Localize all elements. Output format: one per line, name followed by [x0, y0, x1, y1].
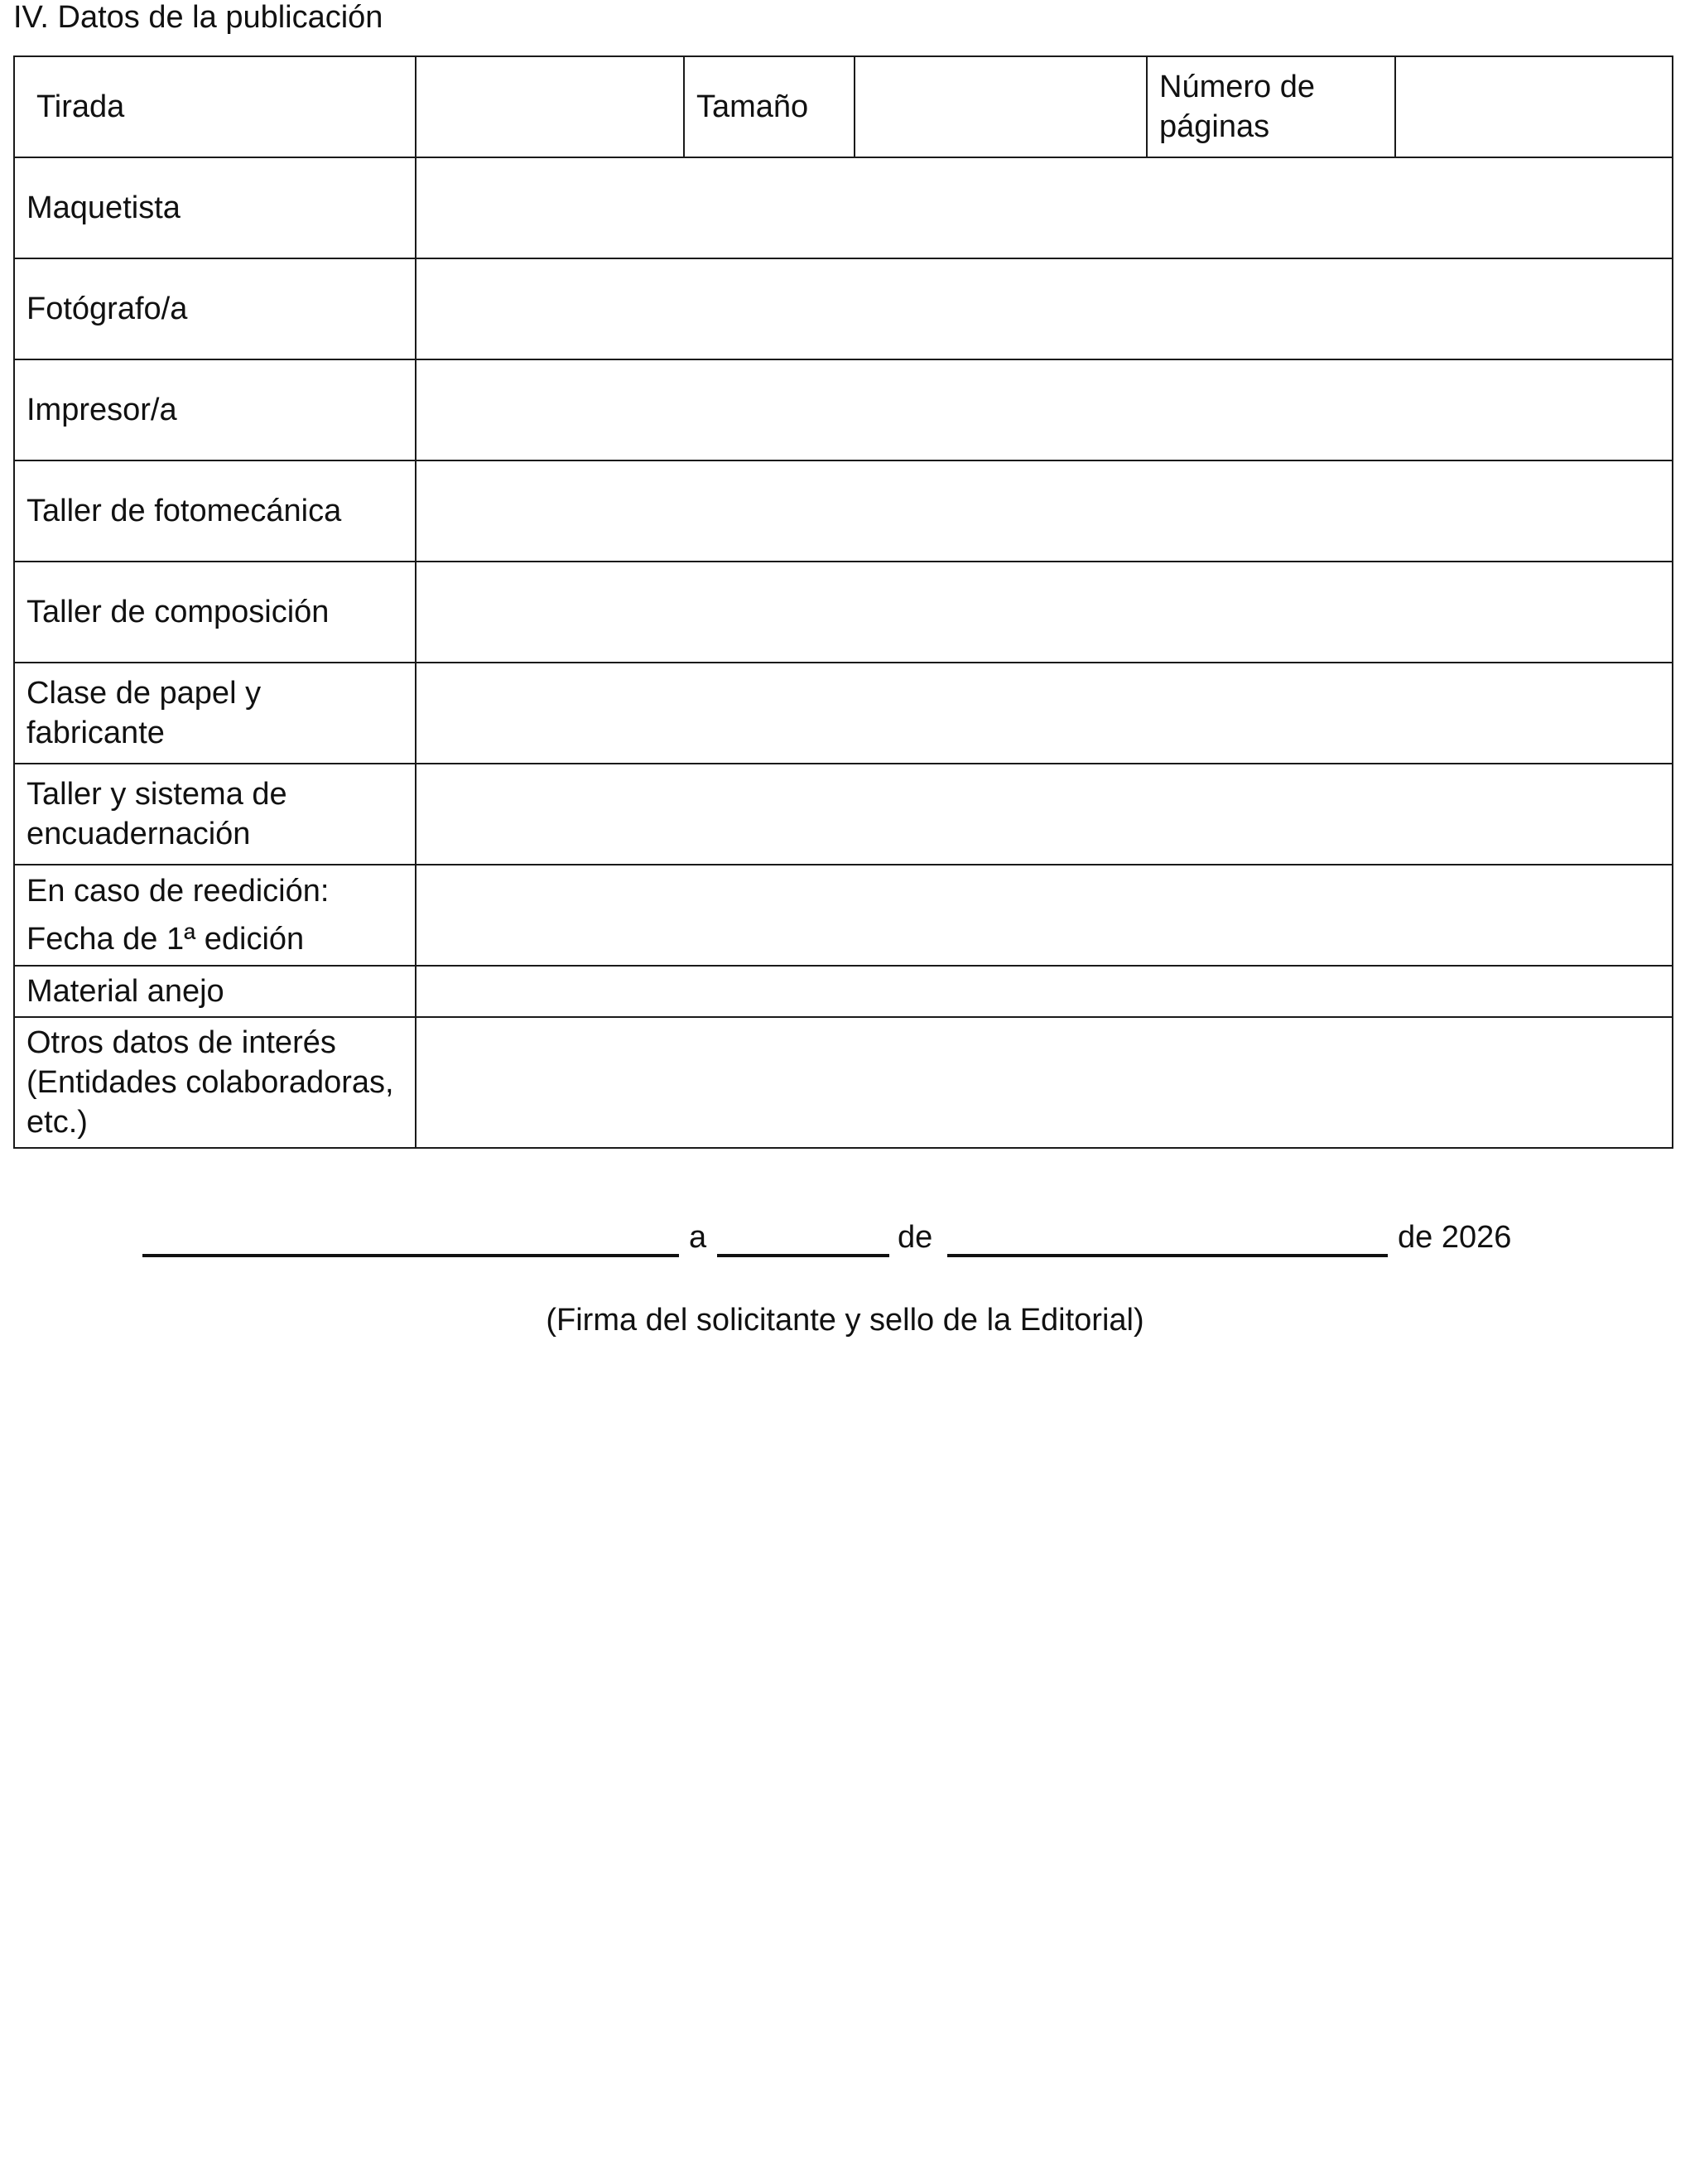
encuadernacion-field-cell [416, 764, 1673, 865]
composicion-label: Taller de composición [14, 562, 416, 663]
table-row [14, 966, 1673, 1017]
table-row [14, 157, 1673, 258]
table-row [14, 1017, 1673, 1148]
maquetista-field[interactable] [421, 190, 1667, 225]
year-text: de 2026 [1398, 1220, 1512, 1255]
tamano-field[interactable] [860, 89, 1141, 124]
tirada-field[interactable] [421, 89, 678, 124]
paginas-field-cell [1395, 56, 1673, 157]
reedicion-label [14, 865, 416, 966]
fotografo-field-cell [416, 258, 1673, 359]
word-de: de [898, 1220, 933, 1255]
encuadernacion-label: Taller y sistema de encuadernación [14, 764, 416, 865]
reedicion-label-line2: Fecha de 1ª edición [26, 922, 305, 957]
section-title: IV. Datos de la publicación [13, 0, 383, 35]
table-row [14, 562, 1673, 663]
otros-datos-field[interactable] [421, 1065, 1667, 1100]
table-row [14, 663, 1673, 764]
word-a: a [689, 1220, 707, 1255]
month-field[interactable] [947, 1217, 1388, 1257]
table-row [14, 865, 1673, 966]
fotomecanica-label: Taller de fotomecánica [14, 460, 416, 562]
tirada-field-cell [416, 56, 684, 157]
tamano-label: Tamaño [684, 56, 855, 157]
fotografo-label: Fotógrafo/a [14, 258, 416, 359]
signature-caption: (Firma del solicitante y sello de la Editorial) [546, 1303, 1144, 1338]
reedicion-field[interactable] [421, 898, 1667, 933]
papel-field-cell [416, 663, 1673, 764]
paginas-field[interactable] [1401, 89, 1667, 124]
reedicion-field-cell [416, 865, 1673, 966]
maquetista-field-cell [416, 157, 1673, 258]
encuadernacion-field[interactable] [421, 797, 1667, 832]
table-row [14, 359, 1673, 460]
reedicion-label-line1: En caso de reedición: [26, 874, 330, 909]
impresor-field-cell [416, 359, 1673, 460]
table-row [14, 460, 1673, 562]
tirada-label: Tirada [14, 56, 416, 157]
composicion-field[interactable] [421, 595, 1667, 629]
papel-field[interactable] [421, 696, 1667, 730]
otros-datos-field-cell [416, 1017, 1673, 1148]
table-row [14, 764, 1673, 865]
table-row-header [14, 56, 1673, 157]
paginas-label: Número de páginas [1147, 56, 1395, 157]
papel-label: Clase de papel y fabricante [14, 663, 416, 764]
tamano-field-cell [855, 56, 1147, 157]
maquetista-label: Maquetista [14, 157, 416, 258]
material-anejo-field[interactable] [421, 974, 1667, 1009]
place-field[interactable] [142, 1217, 679, 1257]
fotografo-field[interactable] [421, 292, 1667, 326]
publication-data-table [13, 55, 1673, 1149]
impresor-label: Impresor/a [14, 359, 416, 460]
impresor-field[interactable] [421, 393, 1667, 427]
day-field[interactable] [717, 1217, 889, 1257]
material-anejo-label: Material anejo [14, 966, 416, 1017]
composicion-field-cell [416, 562, 1673, 663]
otros-datos-label: Otros datos de interés (Entidades colaboradoras, etc.) [14, 1017, 416, 1148]
table-row [14, 258, 1673, 359]
fotomecanica-field-cell [416, 460, 1673, 562]
material-anejo-field-cell [416, 966, 1673, 1017]
fotomecanica-field[interactable] [421, 494, 1667, 528]
